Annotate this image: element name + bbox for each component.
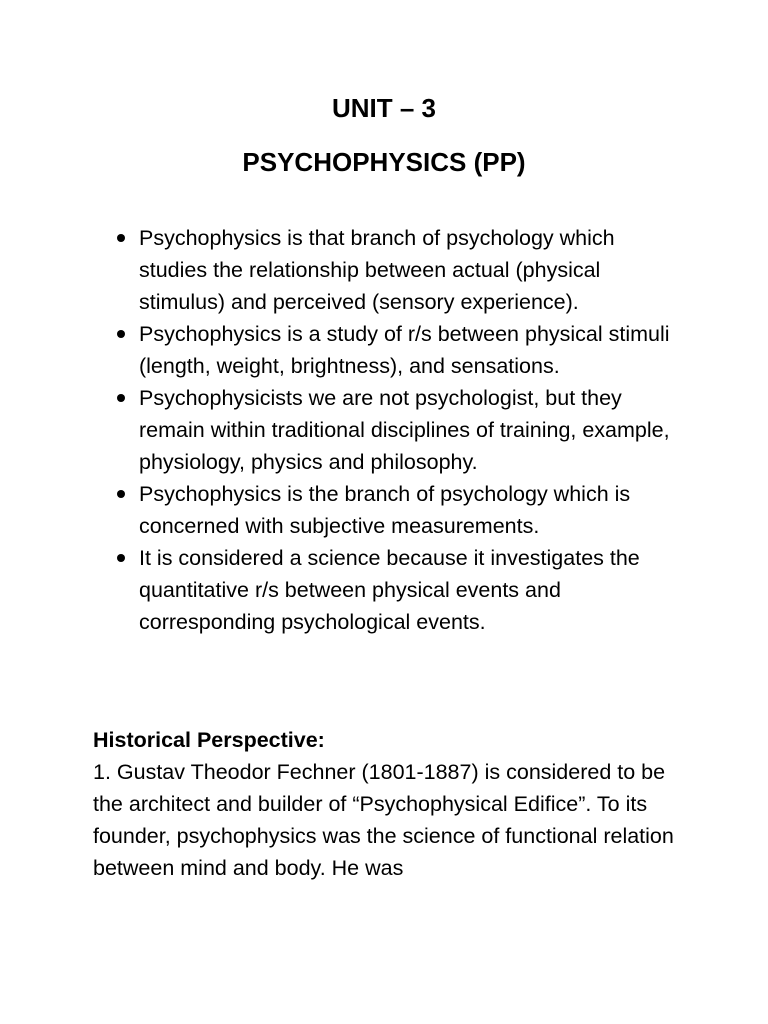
bullet-text: Psychophysics is the branch of psychology which is concerned with subjective measurements. — [139, 482, 631, 538]
bullet-icon — [117, 394, 125, 402]
bullet-item — [139, 318, 679, 382]
bullet-item — [139, 478, 679, 542]
bullet-text: It is considered a science because it investigates the quantitative r/s between physical events and corresponding psychological events. — [139, 546, 640, 634]
bullet-list — [139, 222, 679, 638]
bullet-item — [139, 222, 679, 318]
section-heading: Historical Perspective: — [93, 728, 325, 752]
unit-heading: UNIT – 3 — [331, 93, 437, 123]
bullet-icon — [117, 330, 125, 338]
bullet-icon — [117, 490, 125, 498]
bullet-item — [139, 382, 679, 478]
bullet-text: Psychophysics is that branch of psychology which studies the relationship between actual (physical stimulus) and perceived (sensory experience). — [139, 226, 615, 314]
bullet-item — [139, 542, 679, 638]
bullet-text: Psychophysicists we are not psychologist, but they remain within traditional disciplines of training, example, physiology, physics and philosophy. — [139, 386, 670, 474]
bullet-icon — [117, 554, 125, 562]
bullet-icon — [117, 234, 125, 242]
bullet-text: Psychophysics is a study of r/s between physical stimuli (length, weight, brightness), and sensations. — [139, 322, 670, 378]
body-paragraph: 1. Gustav Theodor Fechner (1801-1887) is considered to be the architect and builder of “Psychophysical Edifice”. To its founder, psychophysics was the science of functional relation between mind and body. He was — [93, 760, 674, 880]
page-title: PSYCHOPHYSICS (PP) — [242, 147, 526, 177]
